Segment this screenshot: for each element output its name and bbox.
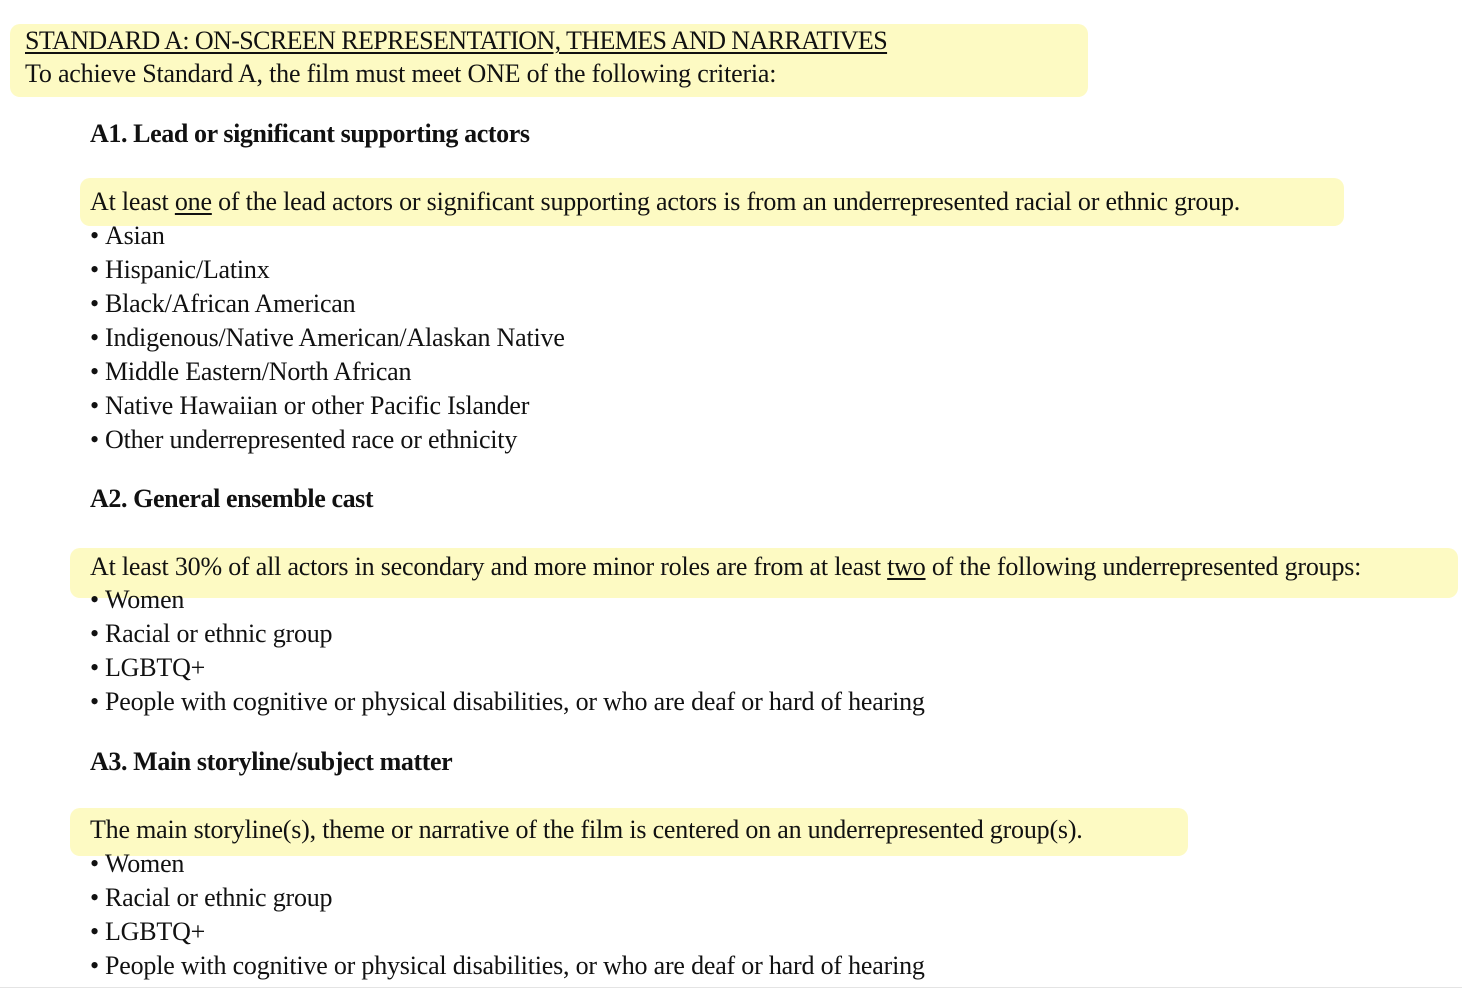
- bullet-icon: •: [90, 255, 99, 284]
- a3-criterion: The main storyline(s), theme or narrative of the film is centered on an underrepresented group(s).: [90, 815, 1083, 844]
- list-item: • LGBTQ+: [90, 915, 925, 949]
- bullet-icon: •: [90, 917, 99, 946]
- bullet-icon: •: [90, 391, 99, 420]
- list-item: • People with cognitive or physical disabilities, or who are deaf or hard of hearing: [90, 685, 925, 719]
- emphasis-one: one: [174, 187, 212, 216]
- a2-heading: A2. General ensemble cast: [90, 484, 374, 513]
- list-item: • Women: [90, 583, 925, 617]
- bullet-icon: •: [90, 619, 99, 648]
- bullet-icon: •: [90, 687, 99, 716]
- list-item: • Racial or ethnic group: [90, 617, 925, 651]
- bullet-icon: •: [90, 425, 99, 454]
- a1-heading: A1. Lead or significant supporting actors: [90, 119, 530, 148]
- list-item: • People with cognitive or physical disabilities, or who are deaf or hard of hearing: [90, 949, 925, 983]
- bullet-icon: •: [90, 883, 99, 912]
- list-item: • Other underrepresented race or ethnicity: [90, 423, 565, 457]
- bullet-icon: •: [90, 951, 99, 980]
- bullet-icon: •: [90, 653, 99, 682]
- list-item: • LGBTQ+: [90, 651, 925, 685]
- list-item: • Black/African American: [90, 287, 565, 321]
- a3-heading: A3. Main storyline/subject matter: [90, 747, 453, 776]
- a1-criterion: At least one of the lead actors or significant supporting actors is from an underrepresented racial or ethnic group.: [90, 187, 1241, 216]
- bullet-icon: •: [90, 289, 99, 318]
- bullet-icon: •: [90, 585, 99, 614]
- page-bottom-divider: [0, 987, 1462, 988]
- a1-bullet-list: [90, 219, 565, 457]
- list-item: • Racial or ethnic group: [90, 881, 925, 915]
- list-item: • Middle Eastern/North African: [90, 355, 565, 389]
- bullet-icon: •: [90, 221, 99, 250]
- bullet-icon: •: [90, 357, 99, 386]
- a2-criterion: At least 30% of all actors in secondary and more minor roles are from at least two of the following underrepresented groups:: [90, 552, 1362, 581]
- standard-title: STANDARD A: ON-SCREEN REPRESENTATION, THEMES AND NARRATIVES: [25, 26, 888, 55]
- list-item: • Indigenous/Native American/Alaskan Native: [90, 321, 565, 355]
- bullet-icon: •: [90, 323, 99, 352]
- list-item: • Hispanic/Latinx: [90, 253, 565, 287]
- a2-bullet-list: [90, 583, 925, 719]
- list-item: • Asian: [90, 219, 565, 253]
- list-item: • Women: [90, 847, 925, 881]
- a3-bullet-list: [90, 847, 925, 983]
- bullet-icon: •: [90, 849, 99, 878]
- standard-intro: To achieve Standard A, the film must meet ONE of the following criteria:: [25, 59, 777, 88]
- emphasis-two: two: [887, 552, 926, 581]
- list-item: • Native Hawaiian or other Pacific Islander: [90, 389, 565, 423]
